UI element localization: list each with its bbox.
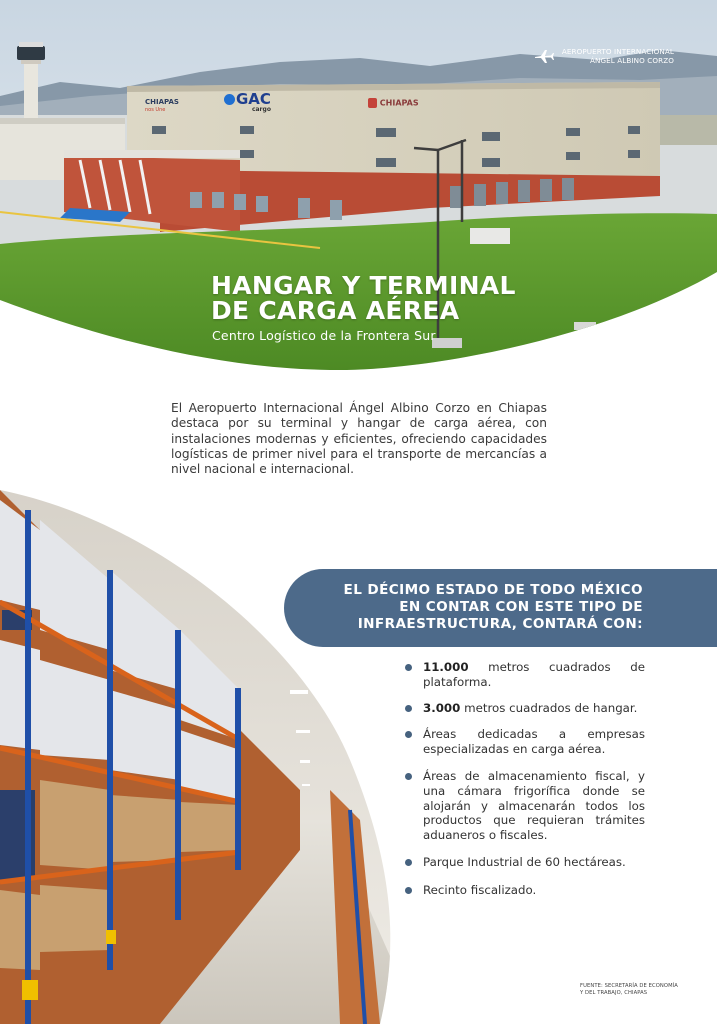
banner-line2: EN CONTAR CON ESTE TIPO DE: [399, 599, 643, 615]
source-line1: FUENTE: SECRETARÍA DE ECONOMÍA: [580, 983, 678, 989]
features-list: [405, 660, 645, 898]
feature-text: Parque Industrial de 60 hectáreas.: [423, 854, 626, 869]
page-title-line2: DE CARGA AÉREA: [211, 296, 460, 325]
banner-heading: [344, 582, 643, 633]
sign-chiapas-left-sub: nos Une: [145, 107, 166, 113]
sign-chiapas-left-text: CHIAPAS: [145, 98, 179, 106]
bullet-icon: [405, 887, 412, 894]
bullet-icon: [405, 859, 412, 866]
page-subtitle: Centro Logístico de la Frontera Sur: [212, 328, 436, 343]
airplane-icon: [534, 48, 554, 64]
bullet-icon: [405, 664, 412, 671]
feature-item: [405, 701, 645, 716]
hero-photo: [0, 0, 717, 370]
feature-item: [405, 727, 645, 757]
feature-item: [405, 855, 645, 870]
page-title: [211, 273, 516, 323]
sign-gac-sub: cargo: [251, 106, 271, 113]
airport-logo: [534, 47, 684, 69]
feature-item: [405, 883, 645, 898]
banner-line1: EL DÉCIMO ESTADO DE TODO MÉXICO: [343, 582, 643, 598]
sign-gac-text: GAC: [236, 90, 271, 108]
feature-text: Recinto fiscalizado.: [423, 882, 537, 897]
feature-text: Áreas de almacenamiento fiscal, y una cámara frigorífica donde se alojarán y almacenarán todos los productos que requieran trámites aduaneros o fiscales.: [423, 768, 645, 843]
feature-bold: 3.000: [423, 700, 461, 715]
sign-chiapas-right-text: CHIAPAS: [379, 98, 419, 108]
source-note: [580, 983, 690, 996]
gac-logo-icon: [224, 94, 235, 105]
airport-logo-line1: AEROPUERTO INTERNACIONAL: [561, 47, 674, 56]
airport-logo-line2: ÁNGEL ALBINO CORZO: [589, 55, 674, 65]
intro-paragraph: El Aeropuerto Internacional Ángel Albino Corzo en Chiapas destaca por su terminal y hangar de carga aérea, con instalaciones modernas y eficientes, ofreciendo capacidades logísticas de primer nivel para el transporte de mercancías a nivel nacional e internacional.: [171, 401, 547, 477]
feature-text: metros cuadrados de plataforma.: [423, 660, 645, 689]
bullet-icon: [405, 705, 412, 712]
feature-item: [405, 660, 645, 690]
feature-item: [405, 769, 645, 843]
sign-chiapas-left: [145, 99, 179, 114]
source-line2: Y DEL TRABAJO, CHIAPAS: [580, 989, 648, 996]
feature-bold: 11.000: [423, 660, 469, 674]
chiapas-shield-icon: [368, 98, 377, 108]
highlight-banner: [284, 569, 717, 647]
sign-chiapas-right: [368, 98, 419, 108]
banner-line3: INFRAESTRUCTURA, CONTARÁ CON:: [357, 616, 643, 632]
bullet-icon: [405, 731, 412, 738]
page-title-line1: HANGAR Y TERMINAL: [211, 271, 516, 300]
sign-gac: [224, 92, 271, 113]
feature-text: Áreas dedicadas a empresas especializadas en carga aérea.: [423, 727, 645, 757]
bullet-icon: [405, 773, 412, 780]
feature-text: metros cuadrados de hangar.: [460, 700, 638, 715]
